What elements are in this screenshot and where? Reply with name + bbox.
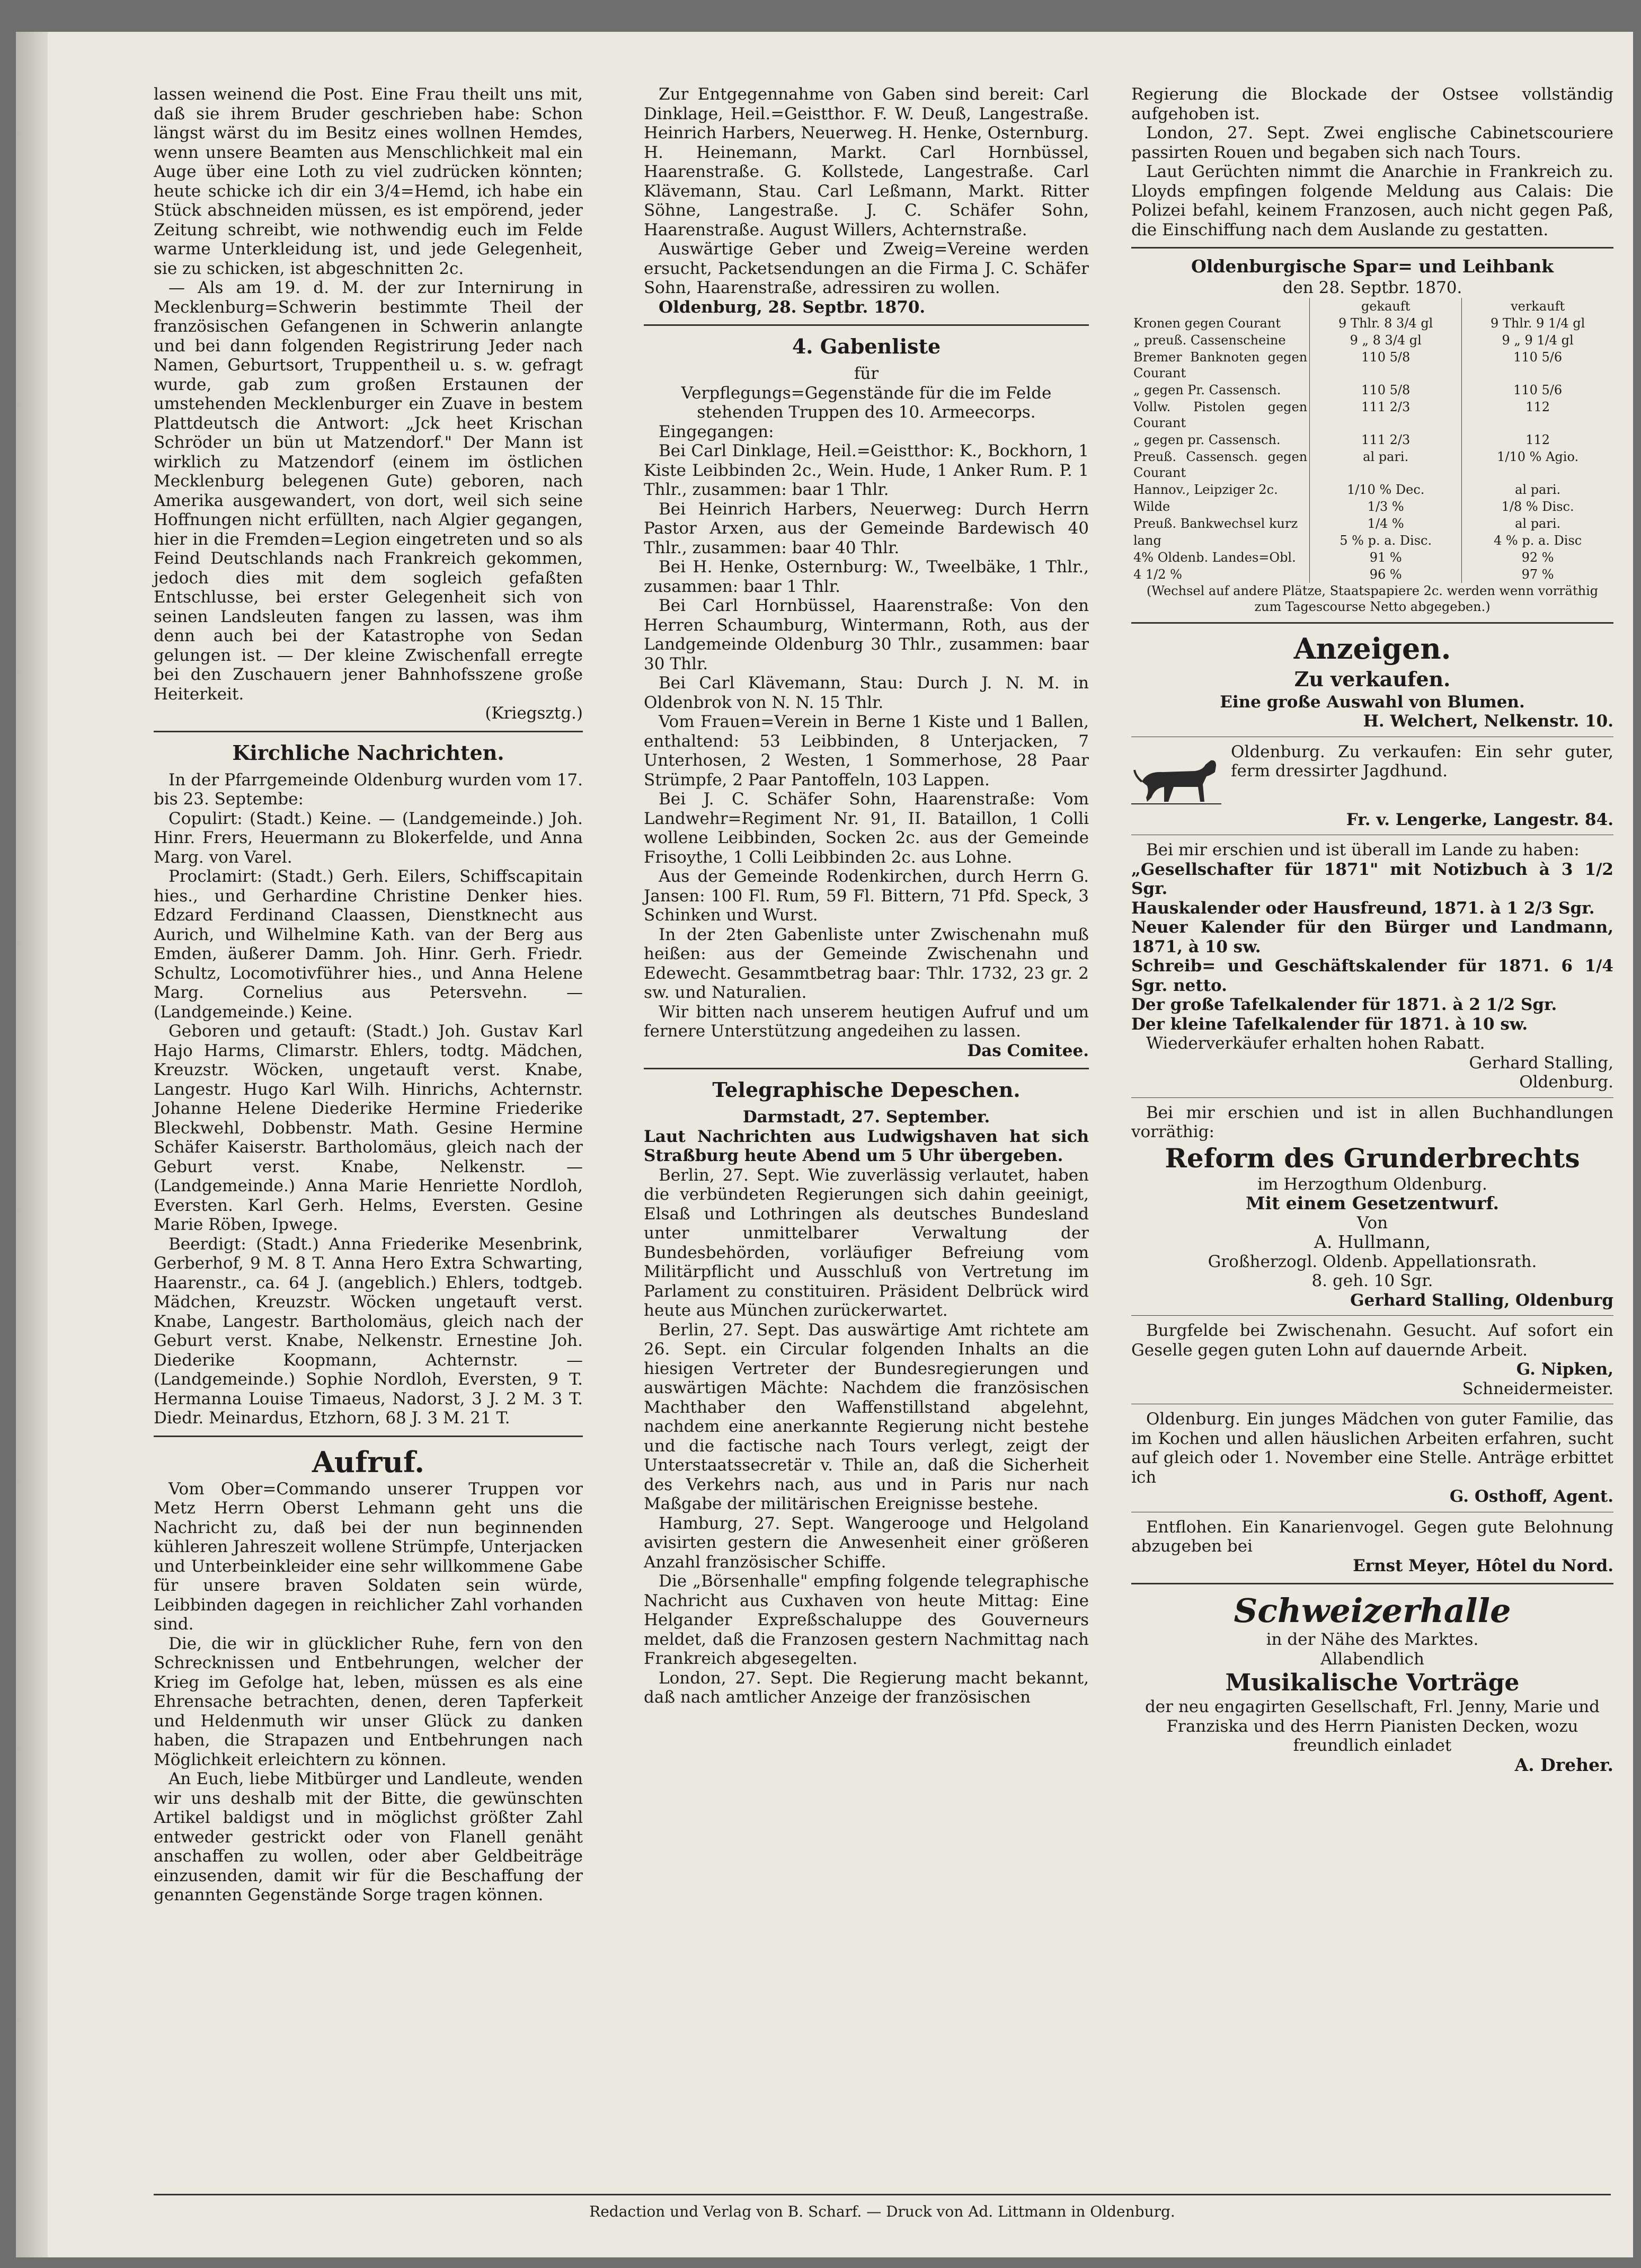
schweizerhalle-body: der neu engagirten Gesellschaft, Frl. Jenny, Marie und Franziska und des Herrn Pianisten Decken, wozu freundlich einladet	[1145, 1697, 1600, 1755]
donation-entry: Bei Carl Hornbüssel, Haarenstraße: Von den Herren Schaumburg, Wintermann, Roth, aus der Landgemeinde Oldenburg 30 Thlr., zusammen: baar 30 Thlr.	[644, 596, 1089, 674]
calendar-rebate: Wiederverkäufer erhalten hohen Rabatt.	[1146, 1034, 1485, 1053]
divider	[1131, 622, 1613, 624]
table-cell: 110 5/6	[1462, 382, 1613, 398]
table-cell: 5 % p. a. Disc.	[1310, 532, 1462, 549]
table-cell: Kronen gegen Courant	[1133, 315, 1281, 331]
column-3	[1131, 85, 1613, 1775]
page-binding-edge	[16, 32, 48, 2257]
table-cell: „ gegen Pr. Cassensch.	[1133, 382, 1281, 397]
table-cell: „ preuß. Cassenscheine	[1133, 332, 1286, 348]
table-header: verkauft	[1462, 298, 1613, 315]
calendar-item: „Gesellschafter für 1871" mit Notizbuch à 3 1/2 Sgr.	[1131, 860, 1613, 898]
osthoff-signature: G. Osthoff, Agent.	[1449, 1487, 1613, 1506]
telegram-item: London, 27. Sept. Die Regierung macht bekannt, daß nach amtlicher Anzeige der französischen	[644, 1668, 1089, 1707]
table-row	[1131, 382, 1613, 398]
divider	[1131, 1583, 1613, 1584]
table-cell: 4 1/2 %	[1133, 566, 1182, 582]
calendar-item: Der kleine Tafelkalender für 1871. à 10 sw.	[1131, 1014, 1528, 1034]
column-2	[644, 85, 1089, 1707]
aufruf-paragraph: Vom Ober=Commando unserer Truppen vor Metz Herrn Oberst Lehmann geht uns die Nachricht zu, daß bei der nun beginnenden kühleren Jahreszeit wollene Strümpfe, Unterjacken und Unterbeinkleider eine sehr willkommene Gabe für unsere braven Soldaten sein würde, Leibbinden dagegen in reichlicher Zahl vorhanden sind.	[154, 1479, 583, 1634]
newspaper-page	[16, 32, 1633, 2257]
aufruf-paragraph: Die, die wir in glücklicher Ruhe, fern von den Schrecknissen und Entbehrungen, welcher der Krieg im Gefolge hat, leben, müssen es als eine Ehrensache betrachten, denen, deren Tapferkeit und Heldenmuth wir unser Glück zu danken haben, die Strapazen und Entbehrungen nach Möglichkeit erleichtern zu können.	[154, 1634, 583, 1769]
donation-entry: In der 2ten Gabenliste unter Zwischenahn muß heißen: aus der Gemeinde Zwischenahn und Edewecht. Gesammtbetrag baar: Thlr. 1732, 23 gr. 2 sw. und Naturalien.	[644, 925, 1089, 1002]
table-header: gekauft	[1310, 298, 1462, 315]
table-cell: 9 „ 9 1/4 gl	[1462, 332, 1613, 349]
eingegangen-label: Eingegangen:	[659, 422, 774, 441]
rumour-telegram: Laut Gerüchten nimmt die Anarchie in Frankreich zu. Lloyds empfingen folgende Meldung aus Calais: Die Polizei befahl, keinem Franzosen, auch nicht gegen Paß, die Einschiffung nach dem Auslande zu gestatten.	[1131, 162, 1613, 240]
story-source: (Kriegsztg.)	[485, 704, 583, 723]
proclamirt-entry: Proclamirt: (Stadt.) Gerh. Eilers, Schiffscapitain hies., und Gerhardine Christine Denker hies. Edzard Ferdinand Claassen, Dienstknecht aus Aurich, und Wilhelmine Kath. van der Berg aus Emden, äußerer Damm. Joh. Hinr. Gerh. Friedr. Schultz, Locomotivführer hies., und Anna Helene Marg. Cornelius aus Petersvehn. — (Landgemeinde.) Keine.	[154, 867, 583, 1022]
donation-collectors: Zur Entgegennahme von Gaben sind bereit: Carl Dinklage, Heil.=Geistthor. F. W. Deuß, Langestraße. Heinrich Harbers, Neuerweg. H. Henke, Osternburg. H. Heinemann, Markt. Carl Hornbüssel, Haarenstraße. G. Kollstede, Langestraße. Carl Klävemann, Stau. Carl Leßmann, Markt. Ritter Söhne, Langestraße. J. C. Schäfer Sohn, Haarenstraße. August Willers, Achternstraße.	[644, 85, 1089, 240]
telegram-lead: Laut Nachrichten aus Ludwigshaven hat sich Straßburg heute Abend um 5 Uhr übergeben.	[644, 1127, 1089, 1165]
imprint-footer: Redaction und Verlag von B. Scharf. — Druck von Ad. Littmann in Oldenburg.	[154, 2194, 1611, 2220]
table-cell: 96 %	[1310, 566, 1462, 583]
telegram-dateline: Darmstadt, 27. September.	[742, 1108, 990, 1127]
donation-entry: Bei H. Henke, Osternburg: W., Tweelbäke, 1 Thlr., zusammen: baar 1 Thlr.	[644, 557, 1089, 596]
table-row	[1131, 431, 1613, 448]
table-cell: 97 %	[1462, 566, 1613, 583]
stalling-city: Oldenburg.	[1519, 1073, 1613, 1092]
table-cell: 1/3 %	[1310, 498, 1462, 515]
hunting-dog-image	[1131, 745, 1221, 808]
reform-draft: Mit einem Gesetzentwurf.	[1246, 1193, 1499, 1213]
welchert-signature: H. Welchert, Nelkenstr. 10.	[1363, 712, 1613, 731]
divider	[1131, 1315, 1613, 1316]
reform-author: A. Hullmann,	[1314, 1232, 1431, 1252]
table-cell: Vollw. Pistolen gegen Courant	[1133, 399, 1308, 430]
lengerke-signature: Fr. v. Lengerke, Langestr. 84.	[1346, 810, 1613, 829]
reform-author-role: Großherzogl. Oldenb. Appellationsrath.	[1208, 1252, 1537, 1271]
table-cell: „ gegen pr. Cassensch.	[1133, 432, 1281, 447]
table-cell: Bremer Banknoten gegen Courant	[1133, 349, 1308, 380]
donation-entry: Bei Carl Dinklage, Heil.=Geistthor: K., Bockhorn, 1 Kiste Leibbinden 2c., Wein. Hude, 1 Anker Rum. P. 1 Thlr., zusammen: baar 1 Thlr.	[644, 441, 1089, 499]
telegram-item: Berlin, 27. Sept. Das auswärtige Amt richtete am 26. Sept. ein Circular folgenden Inhalts an die hiesigen Vertreter der Bundesregierungen und auswärtigen Mächte: Nachdem die französischen Machthaber den Waffenstillstand abgelehnt, nachdem eine anerkannte Regierung nicht bestehe und die factische nach Tours verlegt, zeigt der Unterstaatssecretär v. Thile an, daß die Sicherheit des Verkehrs nach, aus und in Paris nur nach Maßgabe der militärischen Ereignisse bestehe.	[644, 1320, 1089, 1513]
table-cell: 110 5/8	[1310, 349, 1462, 382]
schweizerhalle-title: Schweizerhalle	[1234, 1591, 1511, 1630]
dog-ad	[1131, 742, 1613, 810]
donation-entry: Bei Heinrich Harbers, Neuerweg: Durch Herrn Pastor Arxen, aus der Gemeinde Bardewisch 40 Thlr., zusammen: baar 40 Thlr.	[644, 499, 1089, 557]
copulirt-entry: Copulirt: (Stadt.) Keine. — (Landgemeinde.) Joh. Hinr. Frers, Heuermann zu Blokerfelde, und Anna Marg. von Varel.	[154, 809, 583, 867]
table-cell: 111 2/3	[1310, 398, 1462, 431]
table-row	[1131, 532, 1613, 549]
table-row	[1131, 448, 1613, 481]
table-cell: Preuß. Bankwechsel kurz	[1133, 516, 1298, 531]
divider	[644, 1068, 1089, 1069]
table-row	[1131, 349, 1613, 382]
donation-entry: Bei J. C. Schäfer Sohn, Haarenstraße: Vom Landwehr=Regiment Nr. 91, II. Bataillon, 1 Colli wollene Leibbinden, Socken 2c. aus der Gemeinde Frisoythe, 1 Colli Leibbinden 2c. aus Lohne.	[644, 790, 1089, 867]
schweizerhalle-music: Musikalische Vorträge	[1225, 1669, 1520, 1696]
meyer-signature: Ernst Meyer, Hôtel du Nord.	[1353, 1556, 1613, 1575]
zuave-story: — Als am 19. d. M. der zur Internirung in Mecklenburg=Schwerin bestimmte Theil der französischen Gefangenen in Schwerin anlangte und bei dann folgenden Registrirung Jeder nach Namen, Geburtsort, Truppentheil u. s. w. gefragt wurde, gab zum großen Erstaunen der umstehenden Mecklenburger ein Zuave in bestem Plattdeutsch die Antwort: „Jck heet Krischan Schröder un bün ut Matzendorf." Der Mann ist wirklich zu Matzendorf (einem im östlichen Mecklenburg belegenen Gute) geboren, nach Amerika ausgewandert, von dort, weil sich seine Hoffnungen nicht erfüllten, nach Algier gegangen, hier in die Fremden=Legion eingetreten und so als Feind Deutschlands nach Frankreich gekommen, jedoch dies mit dem sogleich gefaßten Entschlusse, bei erster Gelegenheit sich von seinen Landsleuten fangen zu lassen, was ihm denn auch bei der Katastrophe von Sedan gelungen ist. — Der kleine Zwischenfall erregte bei den Zuschauern jener Bahnhofsszene große Heiterkeit.	[154, 278, 583, 704]
table-row	[1131, 566, 1613, 583]
calendar-list	[1131, 860, 1613, 1034]
table-row	[1131, 549, 1613, 566]
reform-subtitle: im Herzogthum Oldenburg.	[1257, 1174, 1487, 1194]
donation-entry: Vom Frauen=Verein in Berne 1 Kiste und 1 Ballen, enthaltend: 53 Leibbinden, 8 Unterjacken, 7 Unterhosen, 2 Westen, 1 Sommerhose, 28 Paar Strümpfe, 2 Paar Pantoffeln, 103 Lappen.	[644, 712, 1089, 790]
table-cell: Preuß. Cassensch. gegen Courant	[1133, 449, 1308, 480]
table-cell: al pari.	[1462, 481, 1613, 498]
schweizerhalle-nightly: Allabendlich	[1320, 1649, 1424, 1669]
table-row	[1131, 398, 1613, 431]
telegrams-heading: Telegraphische Depeschen.	[712, 1078, 1021, 1102]
gabenliste-subtitle: Verpflegungs=Gegenstände für die im Felde stehenden Truppen des 10. Armeecorps.	[681, 383, 1052, 422]
reform-price: 8. geh. 10 Sgr.	[1311, 1271, 1433, 1290]
table-row	[1131, 515, 1613, 532]
calendar-item: Schreib= und Geschäftskalender für 1871. 6 1/4 Sgr. netto.	[1131, 956, 1613, 995]
table-cell: 110 5/6	[1462, 349, 1613, 382]
divider	[1131, 247, 1613, 249]
table-cell: 1/4 %	[1310, 515, 1462, 532]
exchange-rate-table	[1131, 298, 1613, 583]
bank-note: (Wechsel auf andere Plätze, Staatspapiere 2c. werden wenn vorräthig zum Tagescourse Netto abgegeben.)	[1146, 583, 1599, 614]
table-cell: 112	[1462, 431, 1613, 448]
stalling-signature: Gerhard Stalling,	[1469, 1053, 1613, 1073]
dreher-signature: A. Dreher.	[1514, 1754, 1613, 1775]
calendar-item: Neuer Kalender für den Bürger und Landmann, 1871, à 10 sw.	[1131, 918, 1613, 956]
table-cell: 1/10 % Dec.	[1310, 481, 1462, 498]
blockade-continuation: Regierung die Blockade der Ostsee vollständig aufgehoben ist.	[1131, 85, 1613, 123]
table-header-row	[1131, 298, 1613, 315]
donation-entry: Aus der Gemeinde Rodenkirchen, durch Herrn G. Jansen: 100 Fl. Rum, 59 Fl. Bittern, 71 Pfd. Speck, 3 Schinken und Wurst.	[644, 867, 1089, 925]
table-cell: 111 2/3	[1310, 431, 1462, 448]
table-cell: 1/8 % Disc.	[1462, 498, 1613, 515]
table-cell: 4% Oldenb. Landes=Obl.	[1133, 550, 1296, 565]
reform-publisher: Gerhard Stalling, Oldenburg	[1350, 1290, 1613, 1310]
donation-entries	[644, 441, 1089, 1041]
gabenliste-fuer: für	[854, 364, 879, 383]
table-cell: 91 %	[1310, 549, 1462, 566]
dateline: Oldenburg, 28. Septbr. 1870.	[659, 297, 926, 317]
letter-paragraph: lassen weinend die Post. Eine Frau theilt uns mit, daß sie ihrem Bruder geschrieben habe: Schon längst wärst du im Besitz eines wollnen Hemdes, wenn unsere Beamten aus Menschlichkeit mal ein Auge über eine Loth zu viel zudrücken könnten; heute schicke ich dir ein 3/4=Hemd, ich habe ein Stück abschneiden müssen, es ist empörend, jeder Zeitung schreibt, wie nothwendig euch im Felde warme Unterkleidung ist, und jede Gelegenheit, sie zu schicken, ist abgeschnitten 2c.	[154, 85, 583, 278]
table-cell: 1/10 % Agio.	[1462, 448, 1613, 481]
table-row	[1131, 315, 1613, 332]
flowers-ad: Eine große Auswahl von Blumen.	[1220, 692, 1525, 712]
divider	[1131, 1097, 1613, 1098]
job-ad: Burgfelde bei Zwischenahn. Gesucht. Auf sofort ein Geselle gegen guten Lohn auf dauernde Arbeit.	[1131, 1321, 1613, 1360]
nipken-role: Schneidermeister.	[1462, 1379, 1613, 1398]
housemaid-ad: Oldenburg. Ein junges Mädchen von guter Familie, das im Kochen und allen häuslichen Arbeiten erfahren, sucht auf gleich oder 1. November eine Stelle. Anträge erbittet ich	[1131, 1410, 1613, 1487]
table-cell: 92 %	[1462, 549, 1613, 566]
canary-ad: Entflohen. Ein Kanarienvogel. Gegen gute Belohnung abzugeben bei	[1131, 1517, 1613, 1556]
london-telegram: London, 27. Sept. Zwei englische Cabinetscouriere passirten Rouen und begaben sich nach Tours.	[1131, 123, 1613, 162]
table-cell: Wilde	[1133, 499, 1170, 514]
table-cell: al pari.	[1310, 448, 1462, 481]
table-cell: Hannov., Leipziger 2c.	[1133, 482, 1278, 497]
donation-entry: Bei Carl Klävemann, Stau: Durch J. N. M. in Oldenbrok von N. N. 15 Thlr.	[644, 674, 1089, 712]
nipken-signature: G. Nipken,	[1516, 1360, 1613, 1379]
church-intro: In der Pfarrgemeinde Oldenburg wurden vom 17. bis 23. Septembe:	[154, 770, 583, 809]
telegram-items	[644, 1166, 1089, 1707]
beerdigt-entry: Beerdigt: (Stadt.) Anna Friederike Mesenbrink, Gerberhof, 9 M. 8 T. Anna Hero Extra Schwarting, Haarenstr., ca. 64 J. (angeblich.) Ehlers, todtgeb. Mädchen, Kreuzstr. Wöcken ungetauft verst. Knabe, Langestr. Bartholomäus, gleich nach der Geburt verst. Knabe, Nelkenstr. Ernestine Joh. Diederike Koopmann, Achternstr. — (Landgemeinde.) Sophie Nordloh, Eversten, 9 T. Hermanna Louise Timaeus, Nadorst, 3 J. 2 M. 3 T. Diedr. Meinardus, Etzhorn, 68 J. 3 M. 21 T.	[154, 1234, 583, 1428]
church-news-heading: Kirchliche Nachrichten.	[232, 740, 504, 765]
column-1	[154, 85, 583, 1905]
table-row	[1131, 481, 1613, 498]
schweizerhalle-location: in der Nähe des Marktes.	[1266, 1630, 1479, 1649]
calendar-item: Der große Tafelkalender für 1871. à 2 1/2 Sgr.	[1131, 995, 1557, 1014]
table-header	[1131, 298, 1310, 315]
reform-title: Reform des Grunderbrechts	[1165, 1142, 1580, 1174]
divider	[644, 324, 1089, 326]
ads-heading: Anzeigen.	[1293, 631, 1451, 666]
bank-date: den 28. Septbr. 1870.	[1282, 278, 1462, 297]
for-sale-heading: Zu verkaufen.	[1294, 667, 1451, 691]
table-cell: 112	[1462, 398, 1613, 431]
aufruf-paragraph: An Euch, liebe Mitbürger und Landleute, wenden wir uns deshalb mit der Bitte, die gewünschten Artikel baldigst und in möglichst größter Zahl entweder gestrickt oder von Flanell genäht anschaffen zu wollen, oder aber Geldbeiträge einzusenden, damit wir für die Beschaffung der genannten Gegenstände Sorge tragen können.	[154, 1769, 583, 1904]
bank-heading: Oldenburgische Spar= und Leihbank	[1191, 256, 1554, 277]
table-row	[1131, 498, 1613, 515]
table-cell: 110 5/8	[1310, 382, 1462, 398]
gabenliste-heading: 4. Gabenliste	[792, 334, 941, 358]
divider	[154, 731, 583, 732]
table-cell: 9 „ 8 3/4 gl	[1310, 332, 1462, 349]
table-cell: al pari.	[1462, 515, 1613, 532]
foreign-donors-note: Auswärtige Geber und Zweig=Vereine werden ersucht, Packetsendungen an die Firma J. C. Schäfer Sohn, Haarenstraße, adressiren zu wollen.	[644, 240, 1089, 297]
calendar-intro: Bei mir erschien und ist überall im Lande zu haben:	[1146, 840, 1580, 860]
table-cell: 9 Thlr. 9 1/4 gl	[1462, 315, 1613, 332]
table-cell: 9 Thlr. 8 3/4 gl	[1310, 315, 1462, 332]
dog-ad-text: Oldenburg. Zu verkaufen: Ein sehr guter, ferm dressirter Jagdhund.	[1231, 742, 1613, 781]
table-cell: lang	[1133, 533, 1161, 548]
aufruf-heading: Aufruf.	[312, 1445, 425, 1479]
table-cell: 4 % p. a. Disc	[1462, 532, 1613, 549]
donation-entry: Wir bitten nach unserem heutigen Aufruf und um fernere Unterstützung angedeihen zu lassen.	[644, 1002, 1089, 1041]
comitee-signature: Das Comitee.	[967, 1041, 1089, 1060]
reform-intro: Bei mir erschien und ist in allen Buchhandlungen vorräthig:	[1131, 1103, 1613, 1141]
reform-von: Von	[1356, 1213, 1388, 1233]
telegram-item: Die „Börsenhalle" empfing folgende telegraphische Nachricht aus Cuxhaven von heute Mittag: Eine Helgander Expreßschaluppe des Gouverneurs meldet, daß die Franzosen gestern Nachmittag nach Frankreich abgesegelten.	[644, 1572, 1089, 1668]
table-row	[1131, 332, 1613, 349]
divider	[154, 1436, 583, 1437]
telegram-item: Hamburg, 27. Sept. Wangerooge und Helgoland avisirten gestern die Anwesenheit einer größeren Anzahl französischer Schiffe.	[644, 1513, 1089, 1572]
telegram-item: Berlin, 27. Sept. Wie zuverlässig verlautet, haben die verbündeten Regierungen sich dahin geeinigt, Elsaß und Lothringen als deutsches Bundesland unter unmittelbarer Verwaltung der Bundesbehörden, vorläufiger Befreiung vom Militärpflicht und Ausschluß von Vertretung im Parlament zu constituiren. Präsident Delbrück wird heute aus München zurückerwartet.	[644, 1165, 1089, 1320]
calendar-item: Hauskalender oder Hausfreund, 1871. à 1 2/3 Sgr.	[1131, 898, 1595, 918]
geboren-entry: Geboren und getauft: (Stadt.) Joh. Gustav Karl Hajo Harms, Climarstr. Ehlers, todtg. Mädchen, Kreuzstr. Wöcken, ungetauft verst. Knabe, Langestr. Hugo Karl Wilh. Hinrichs, Achternstr. Johanne Helene Diederike Hermine Friederike Bleckwehl, Dobbenstr. Math. Gesine Hermine Schäfer Kaiserstr. Bartholomäus, gleich nach der Geburt verst. Knabe, Nelkenstr. — (Landgemeinde.) Anna Marie Henriette Nordloh, Eversten. Karl Gerh. Helms, Eversten. Gesine Marie Röben, Ipwege.	[154, 1022, 583, 1234]
